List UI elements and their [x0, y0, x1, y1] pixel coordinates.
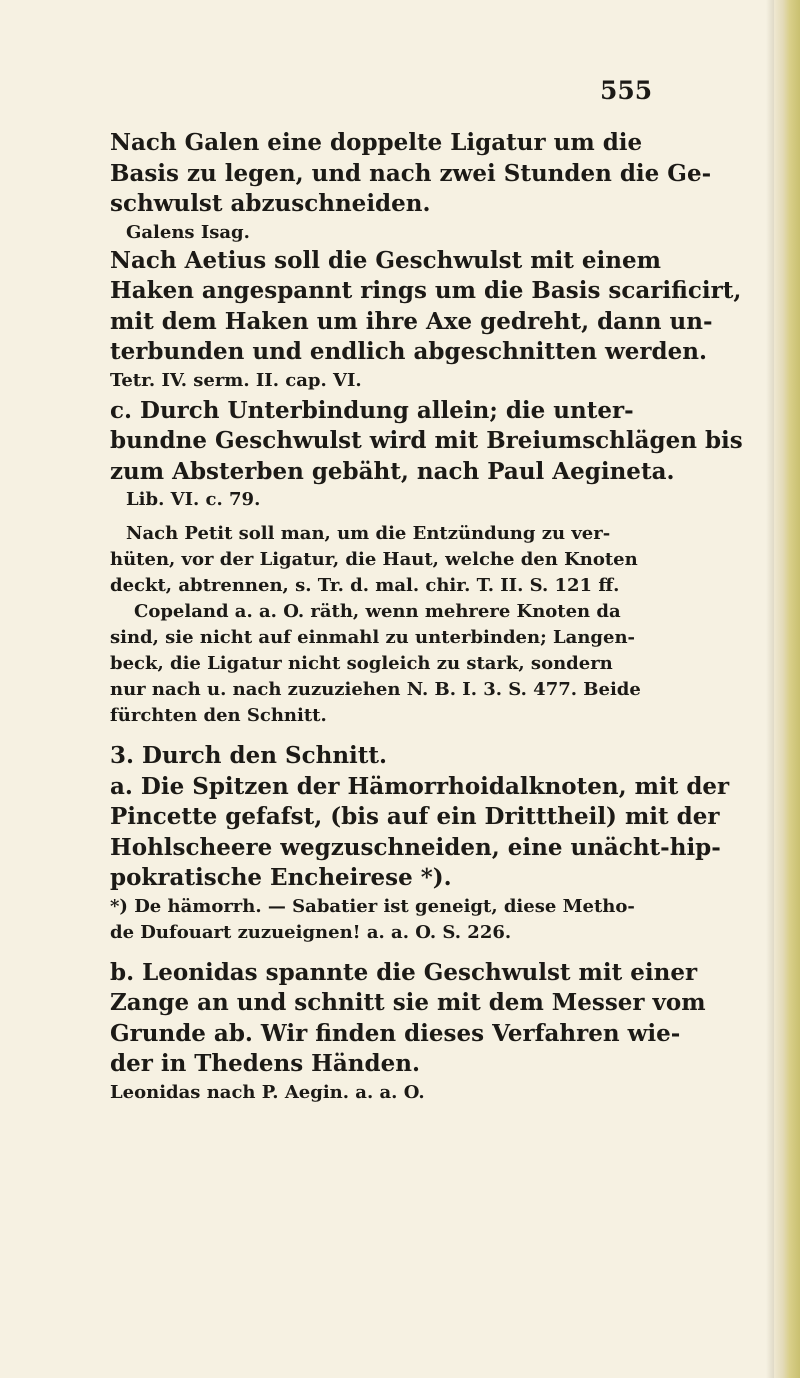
text-line: schwulst abzuschneiden. — [110, 190, 431, 217]
text-line: Zange an und schnitt sie mit dem Messer vom — [110, 989, 706, 1016]
text-line: Nach Petit soll man, um die Entzündung zu ver- — [126, 523, 611, 544]
text-line: Grunde ab. Wir finden dieses Verfahren wie- — [110, 1019, 681, 1047]
section-3-heading — [110, 741, 700, 772]
text-line: nur nach u. nach zuzuziehen N. B. I. 3. S. 477. Beide — [110, 679, 641, 700]
note-petit — [110, 521, 700, 729]
text-line: Leonidas nach P. Aegin. a. a. O. — [110, 1081, 425, 1103]
text-line: c. Durch Unterbindung allein; die unter- — [110, 396, 634, 424]
text-line: Nach Galen eine doppelte Ligatur um die — [110, 129, 643, 156]
reference-galen — [110, 220, 700, 246]
page-edge-shadow — [766, 0, 774, 1378]
text-line: pokratische Encheirese *). — [110, 864, 452, 891]
text-line: a. Die Spitzen der Hämorrhoidalknoten, mit der — [110, 772, 730, 800]
section-b — [110, 958, 706, 1080]
paragraph-aetius — [110, 246, 742, 368]
section-a — [110, 772, 730, 894]
text-line: Basis zu legen, und nach zwei Stunden die Ge- — [110, 159, 712, 187]
text-line: terbunden und endlich abgeschnitten werden. — [110, 338, 707, 365]
text-line: 3. Durch den Schnitt. — [110, 742, 388, 769]
page-body — [110, 70, 743, 1106]
text-line: Pincette gefafst, (bis auf ein Dritttheil) mit der — [110, 803, 720, 830]
text-line: *) De hämorrh. — Sabatier ist geneigt, diese Metho- — [110, 895, 635, 917]
reference-section-c — [110, 487, 700, 513]
text-line: Hohlscheere wegzuschneiden, eine unächt-hip- — [110, 833, 721, 861]
text-line: Tetr. IV. serm. II. cap. VI. — [110, 369, 362, 391]
text-line: Lib. VI. c. 79. — [126, 489, 261, 510]
section-c — [110, 396, 743, 488]
page-number: 555 — [600, 76, 653, 105]
text-line: b. Leonidas spannte die Geschwulst mit einer — [110, 958, 698, 986]
text-line: sind, sie nicht auf einmahl zu unterbinden; Langen- — [110, 627, 636, 648]
reference-section-b — [110, 1080, 700, 1106]
paragraph-galen — [110, 128, 712, 220]
text-line: fürchten den Schnitt. — [110, 705, 327, 726]
text-line: Haken angespannt rings um die Basis scarificirt, — [110, 277, 742, 304]
text-line: Nach Aetius soll die Geschwulst mit einem — [110, 246, 661, 274]
text-line: zum Absterben gebäht, nach Paul Aegineta. — [110, 457, 675, 485]
text-line: mit dem Haken um ihre Axe gedreht, dann un- — [110, 307, 713, 335]
text-line: deckt, abtrennen, s. Tr. d. mal. chir. T. II. S. 121 ff. — [110, 575, 620, 596]
reference-aetius — [110, 368, 700, 394]
text-line: beck, die Ligatur nicht sogleich zu stark, sondern — [110, 653, 613, 674]
text-line: Galens Isag. — [126, 221, 250, 243]
page-edge — [774, 0, 800, 1378]
text-line: bundne Geschwulst wird mit Breiumschlägen bis — [110, 427, 743, 454]
text-line: der in Thedens Händen. — [110, 1050, 420, 1077]
text-line: hüten, vor der Ligatur, die Haut, welche den Knoten — [110, 549, 638, 570]
text-line: Copeland a. a. O. räth, wenn mehrere Knoten da — [134, 601, 621, 622]
footnote — [110, 894, 700, 946]
text-line: de Dufouart zuzueignen! a. a. O. S. 226. — [110, 921, 512, 943]
